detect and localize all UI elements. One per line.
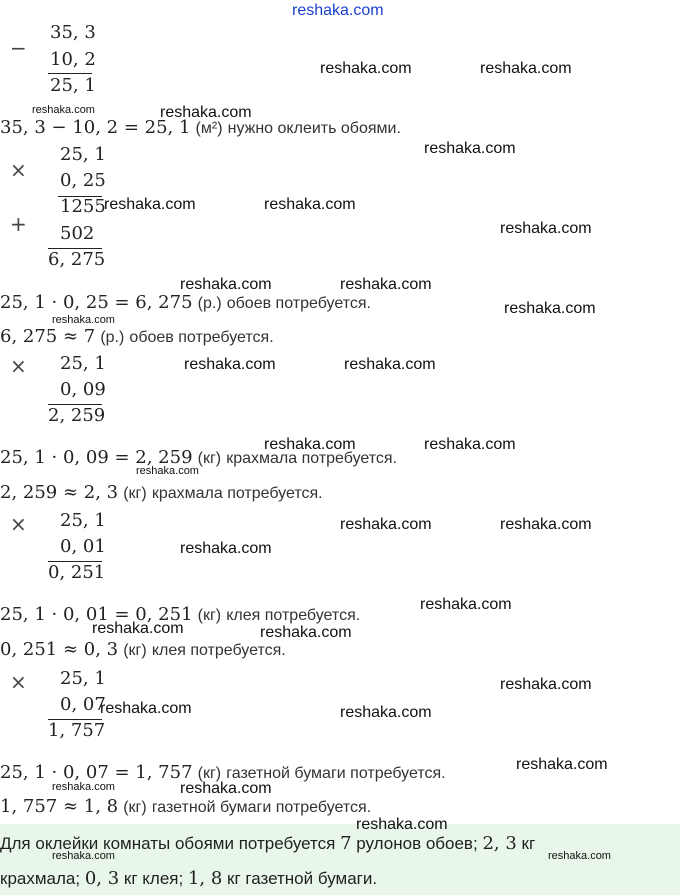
watermark-small: reshaka.com bbox=[32, 104, 95, 116]
equation-expr: 25, 1 · 0, 07 = 1, 757 bbox=[0, 762, 193, 783]
equation-text: нужно оклеить обоями. bbox=[227, 120, 401, 137]
equation-text: клея потребуется. bbox=[151, 642, 286, 659]
equation-line bbox=[0, 482, 323, 503]
equation-line bbox=[0, 796, 371, 817]
watermark: reshaka.com bbox=[104, 196, 196, 213]
calc1-operand-a: 35, 3 bbox=[50, 22, 96, 43]
watermark: reshaka.com bbox=[500, 676, 592, 693]
watermark: reshaka.com bbox=[340, 704, 432, 721]
times-operator: × bbox=[10, 670, 27, 694]
watermark: reshaka.com bbox=[264, 436, 356, 453]
watermark: reshaka.com bbox=[344, 356, 436, 373]
answer-value: 2, 3 bbox=[482, 833, 517, 854]
watermark-small: reshaka.com bbox=[52, 781, 115, 793]
equation-text: газетной бумаги потребуется. bbox=[151, 799, 372, 816]
calc1-result: 25, 1 bbox=[50, 75, 96, 96]
equation-text: крахмала потребуется. bbox=[226, 450, 398, 467]
equation-text: клея потребуется. bbox=[226, 607, 361, 624]
calc1-operand-b: 10, 2 bbox=[50, 49, 96, 70]
equation-line bbox=[0, 292, 371, 313]
calc5-operand-b: 0, 07 bbox=[60, 694, 106, 715]
calc2-partial-2: 502 bbox=[60, 223, 95, 244]
watermark: reshaka.com bbox=[180, 780, 272, 797]
calc4-operand-a: 25, 1 bbox=[60, 510, 106, 531]
equation-expr: 1, 757 ≈ 1, 8 bbox=[0, 796, 119, 817]
plus-operator: + bbox=[10, 212, 27, 236]
watermark: reshaka.com bbox=[180, 276, 272, 293]
equation-unit: (кг) bbox=[197, 450, 222, 467]
answer-text: Для оклейки комнаты обоями потребуется bbox=[0, 834, 336, 853]
calc3-operand-a: 25, 1 bbox=[60, 353, 106, 374]
equation-expr: 35, 3 − 10, 2 = 25, 1 bbox=[0, 117, 191, 138]
watermark: reshaka.com bbox=[340, 276, 432, 293]
equation-unit: (кг) bbox=[197, 765, 222, 782]
watermark-small: reshaka.com bbox=[52, 850, 115, 862]
answer-text: кг клея; bbox=[123, 869, 184, 888]
watermark: reshaka.com bbox=[500, 220, 592, 237]
watermark: reshaka.com bbox=[424, 436, 516, 453]
equation-expr: 0, 251 ≈ 0, 3 bbox=[0, 639, 119, 660]
answer-line-2 bbox=[0, 868, 377, 889]
equation-line bbox=[0, 326, 274, 347]
watermark-top[interactable]: reshaka.com bbox=[292, 2, 384, 19]
watermark: reshaka.com bbox=[180, 540, 272, 557]
watermark: reshaka.com bbox=[480, 60, 572, 77]
answer-text: рулонов обоев; bbox=[356, 834, 478, 853]
watermark: reshaka.com bbox=[160, 104, 252, 121]
answer-text: кг bbox=[521, 834, 536, 853]
equation-text: крахмала потребуется. bbox=[151, 485, 323, 502]
watermark: reshaka.com bbox=[264, 196, 356, 213]
answer-value: 0, 3 bbox=[84, 868, 120, 889]
watermark: reshaka.com bbox=[320, 60, 412, 77]
equation-unit: (кг) bbox=[123, 799, 147, 816]
minus-operator: − bbox=[10, 36, 27, 60]
watermark-small: reshaka.com bbox=[52, 314, 115, 326]
equation-text: газетной бумаги потребуется. bbox=[226, 765, 446, 782]
calc4-operand-b: 0, 01 bbox=[60, 536, 106, 557]
watermark: reshaka.com bbox=[516, 756, 608, 773]
times-operator: × bbox=[10, 512, 27, 536]
equation-unit: (кг) bbox=[123, 485, 147, 502]
calc2-operand-b: 0, 25 bbox=[60, 170, 106, 191]
answer-value: 7 bbox=[340, 833, 352, 854]
calc2-result: 6, 275 bbox=[48, 249, 106, 270]
watermark: reshaka.com bbox=[356, 816, 448, 833]
equation-expr: 2, 259 ≈ 2, 3 bbox=[0, 482, 119, 503]
watermark: reshaka.com bbox=[184, 356, 276, 373]
calc3-operand-b: 0, 09 bbox=[60, 379, 106, 400]
equation-text: обоев потребуется. bbox=[226, 295, 371, 312]
answer-text: крахмала; bbox=[0, 869, 81, 888]
equation-unit: (кг) bbox=[197, 607, 222, 624]
watermark: reshaka.com bbox=[504, 300, 596, 317]
times-operator: × bbox=[10, 354, 27, 378]
watermark: reshaka.com bbox=[424, 140, 516, 157]
calc1-line bbox=[48, 73, 92, 74]
equation-unit: (кг) bbox=[123, 642, 147, 659]
calc5-result: 1, 757 bbox=[48, 720, 106, 741]
times-operator: × bbox=[10, 158, 27, 182]
equation-expr: 25, 1 · 0, 25 = 6, 275 bbox=[0, 292, 193, 313]
watermark: reshaka.com bbox=[260, 624, 352, 641]
calc2-operand-a: 25, 1 bbox=[60, 144, 106, 165]
watermark: reshaka.com bbox=[500, 516, 592, 533]
calc2-partial-1: 1255 bbox=[60, 196, 106, 217]
watermark-small: reshaka.com bbox=[548, 850, 611, 862]
watermark: reshaka.com bbox=[92, 620, 184, 637]
equation-line bbox=[0, 639, 286, 660]
calc5-operand-a: 25, 1 bbox=[60, 668, 106, 689]
equation-expr: 6, 275 ≈ 7 bbox=[0, 326, 96, 347]
answer-text: кг газетной бумаги. bbox=[227, 869, 378, 888]
calc4-result: 0, 251 bbox=[48, 562, 106, 583]
watermark: reshaka.com bbox=[100, 700, 192, 717]
equation-unit: (м²) bbox=[195, 120, 223, 137]
equation-expr: 25, 1 · 0, 09 = 2, 259 bbox=[0, 447, 193, 468]
equation-line bbox=[0, 117, 401, 138]
watermark: reshaka.com bbox=[420, 596, 512, 613]
equation-unit: (р.) bbox=[197, 295, 222, 312]
answer-value: 1, 8 bbox=[187, 868, 223, 889]
equation-expr: 25, 1 · 0, 01 = 0, 251 bbox=[0, 604, 193, 625]
watermark-small: reshaka.com bbox=[136, 465, 199, 477]
equation-text: обоев потребуется. bbox=[129, 329, 274, 346]
watermark: reshaka.com bbox=[340, 516, 432, 533]
calc3-result: 2, 259 bbox=[48, 405, 106, 426]
equation-unit: (р.) bbox=[100, 329, 125, 346]
